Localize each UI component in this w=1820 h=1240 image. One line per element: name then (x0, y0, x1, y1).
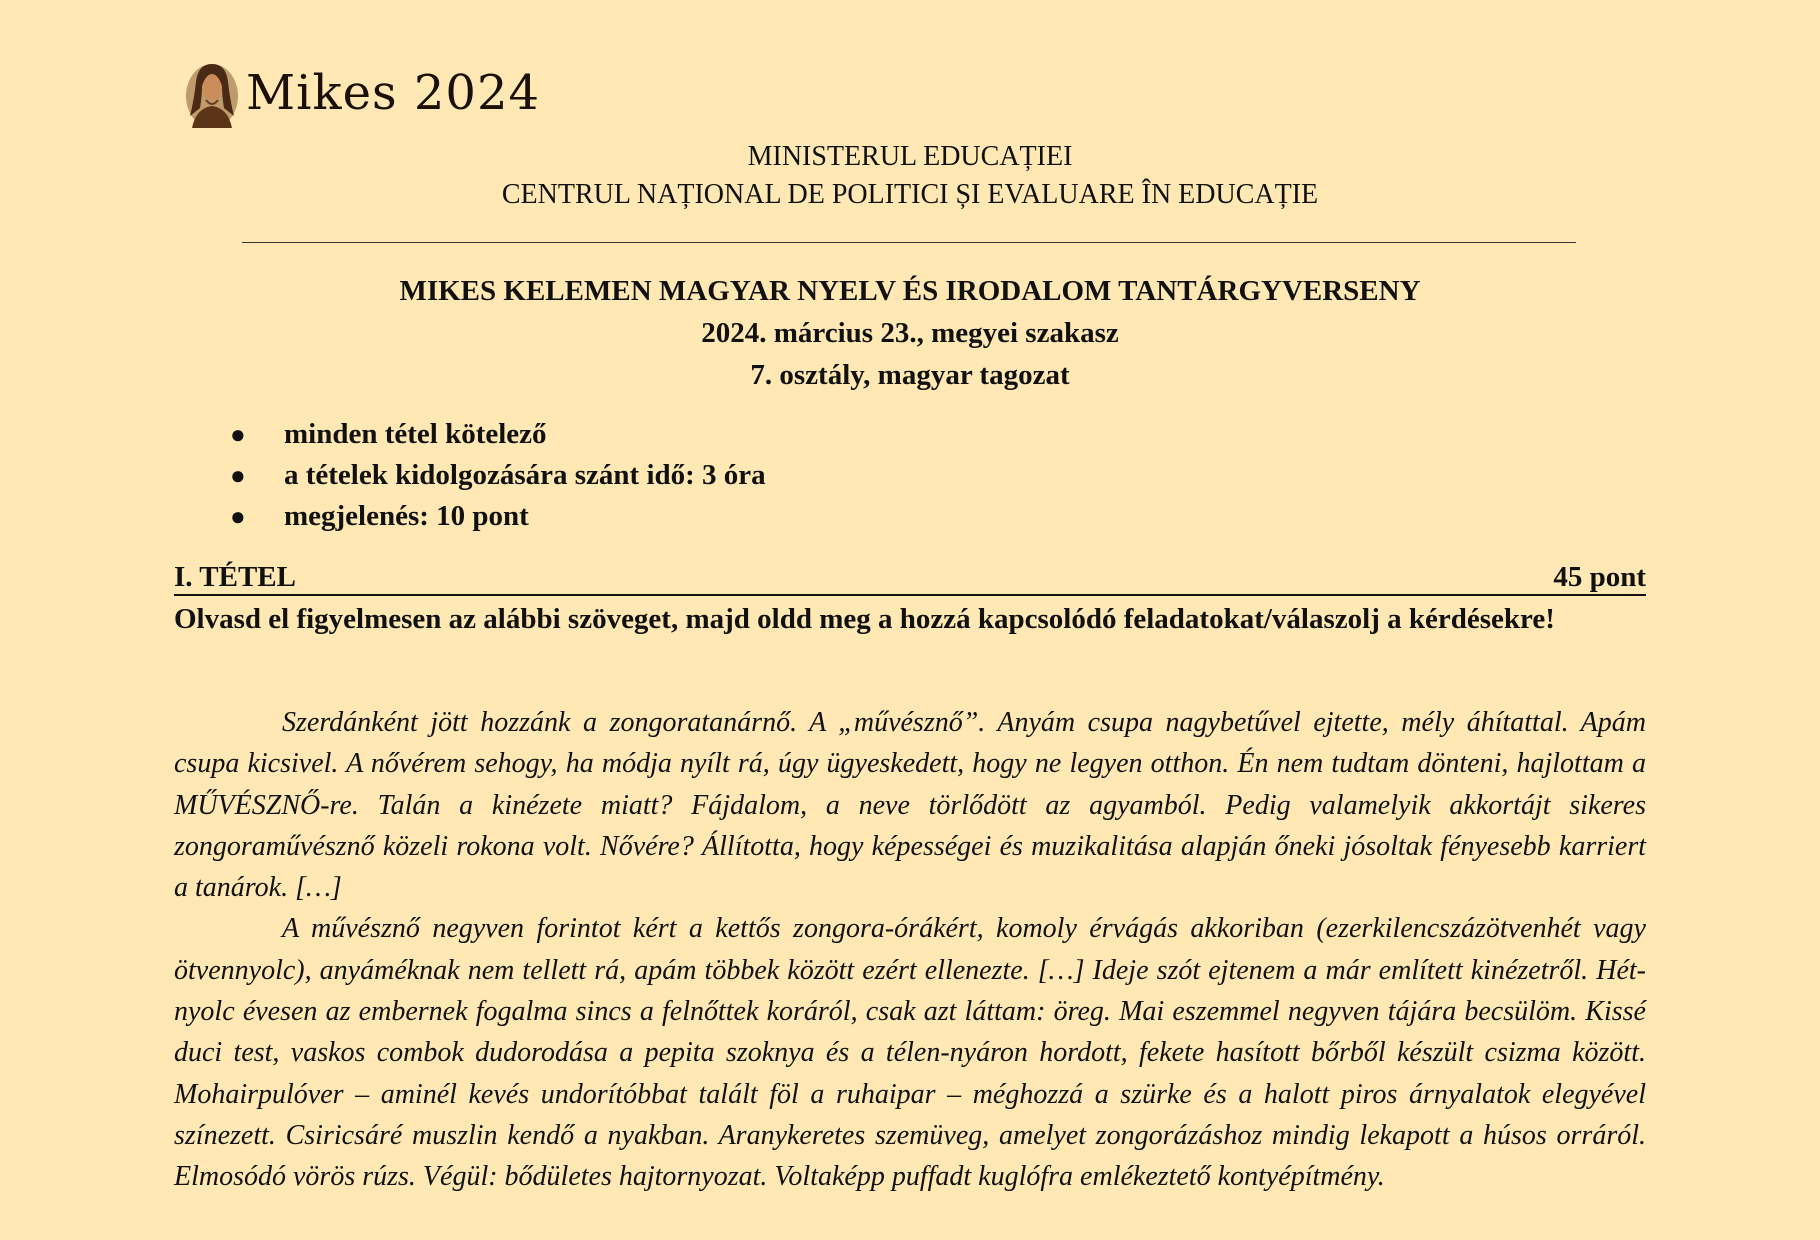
section-title: I. TÉTEL (174, 561, 296, 593)
section-points: 45 pont (1553, 561, 1646, 593)
passage-paragraph-2: A művésznő negyven forintot kért a kettős zongora-órákért, komoly érvágás akkoriban (ezerkilencszázötvenhét vagy ötvennyolc), anyáméknak nem tellett rá, apám többek között ezért ellenezte. […] Ideje szót ejtenem a már említett kinézetről. Hét-nyolc évesen az embernek fogalma sincs a felnőttek koráról, csak azt láttam: öreg. Mai eszemmel negyven tájára becsülöm. Kissé duci test, vaskos combok dudorodása a pepita szoknya és a télen-nyáron hordott, fekete hasított bőrből készült csizma között. Mohairpulóver – aminél kevés undorítóbbat talált föl a ruhaipar – méghozzá a szürke és a halott piros árnyalatok elegyével színezett. Csiricsáré muszlin kendő a nyakban. Aranykeretes szemüveg, amelyet zongorázáshoz mindig lekapott a húsos orráról. Elmosódó vörös rúzs. Végül: bődületes hajtornyozat. Voltaképp puffadt kuglófra emlékeztető kontyépítmény. (174, 913, 1646, 1193)
ministry-line-1: MINISTERUL EDUCAȚIEI (747, 141, 1073, 172)
logo-text: Mikes 2024 (246, 65, 541, 121)
contest-title: MIKES KELEMEN MAGYAR NYELV ÉS IRODALOM TANTÁRGYVERSENY (399, 275, 1421, 307)
contest-header (170, 270, 1650, 396)
rule-item (230, 496, 766, 537)
rule-item (230, 414, 766, 455)
contest-grade: 7. osztály, magyar tagozat (750, 359, 1070, 391)
reading-passage (174, 702, 1646, 1198)
rule-text: megjelenés: 10 pont (284, 500, 529, 532)
section-heading (174, 560, 1646, 596)
logo (182, 56, 540, 130)
rule-text: a tételek kidolgozására szánt idő: 3 óra (284, 459, 766, 491)
bullet-icon: ● (230, 502, 246, 531)
section-instruction: Olvasd el figyelmesen az alábbi szöveget, majd oldd meg a hozzá kapcsolódó feladatokat/válaszolj a kérdésekre! (174, 603, 1555, 635)
rules-list (230, 414, 766, 537)
header-divider (242, 242, 1576, 243)
portrait-icon (182, 56, 242, 130)
passage-paragraph-1: Szerdánként jött hozzánk a zongoratanárnő. A „művésznő”. Anyám csupa nagybetűvel ejtette, mély áhítattal. Apám csupa kicsivel. A nővérem sehogy, ha módja nyílt rá, úgy ügyeskedett, hogy ne legyen otthon. Én nem tudtam dönteni, hajlottam a MŰVÉSZNŐ-re. Talán a kinézete miatt? Fájdalom, a neve törlődött az agyamból. Pedig valamelyik akkortájt sikeres zongoraművésznő közeli rokona volt. Nővére? Állította, hogy képességei és muzikalitása alapján őneki jósoltak fényesebb karriert a tanárok. […] (174, 707, 1646, 904)
bullet-icon: ● (230, 461, 246, 490)
ministry-header (170, 138, 1650, 214)
ministry-line-2: CENTRUL NAȚIONAL DE POLITICI ȘI EVALUARE ÎN EDUCAȚIE (501, 179, 1319, 210)
rule-item (230, 455, 766, 496)
contest-date: 2024. március 23., megyei szakasz (701, 317, 1119, 349)
bullet-icon: ● (230, 420, 246, 449)
rule-text: minden tétel kötelező (284, 418, 547, 450)
